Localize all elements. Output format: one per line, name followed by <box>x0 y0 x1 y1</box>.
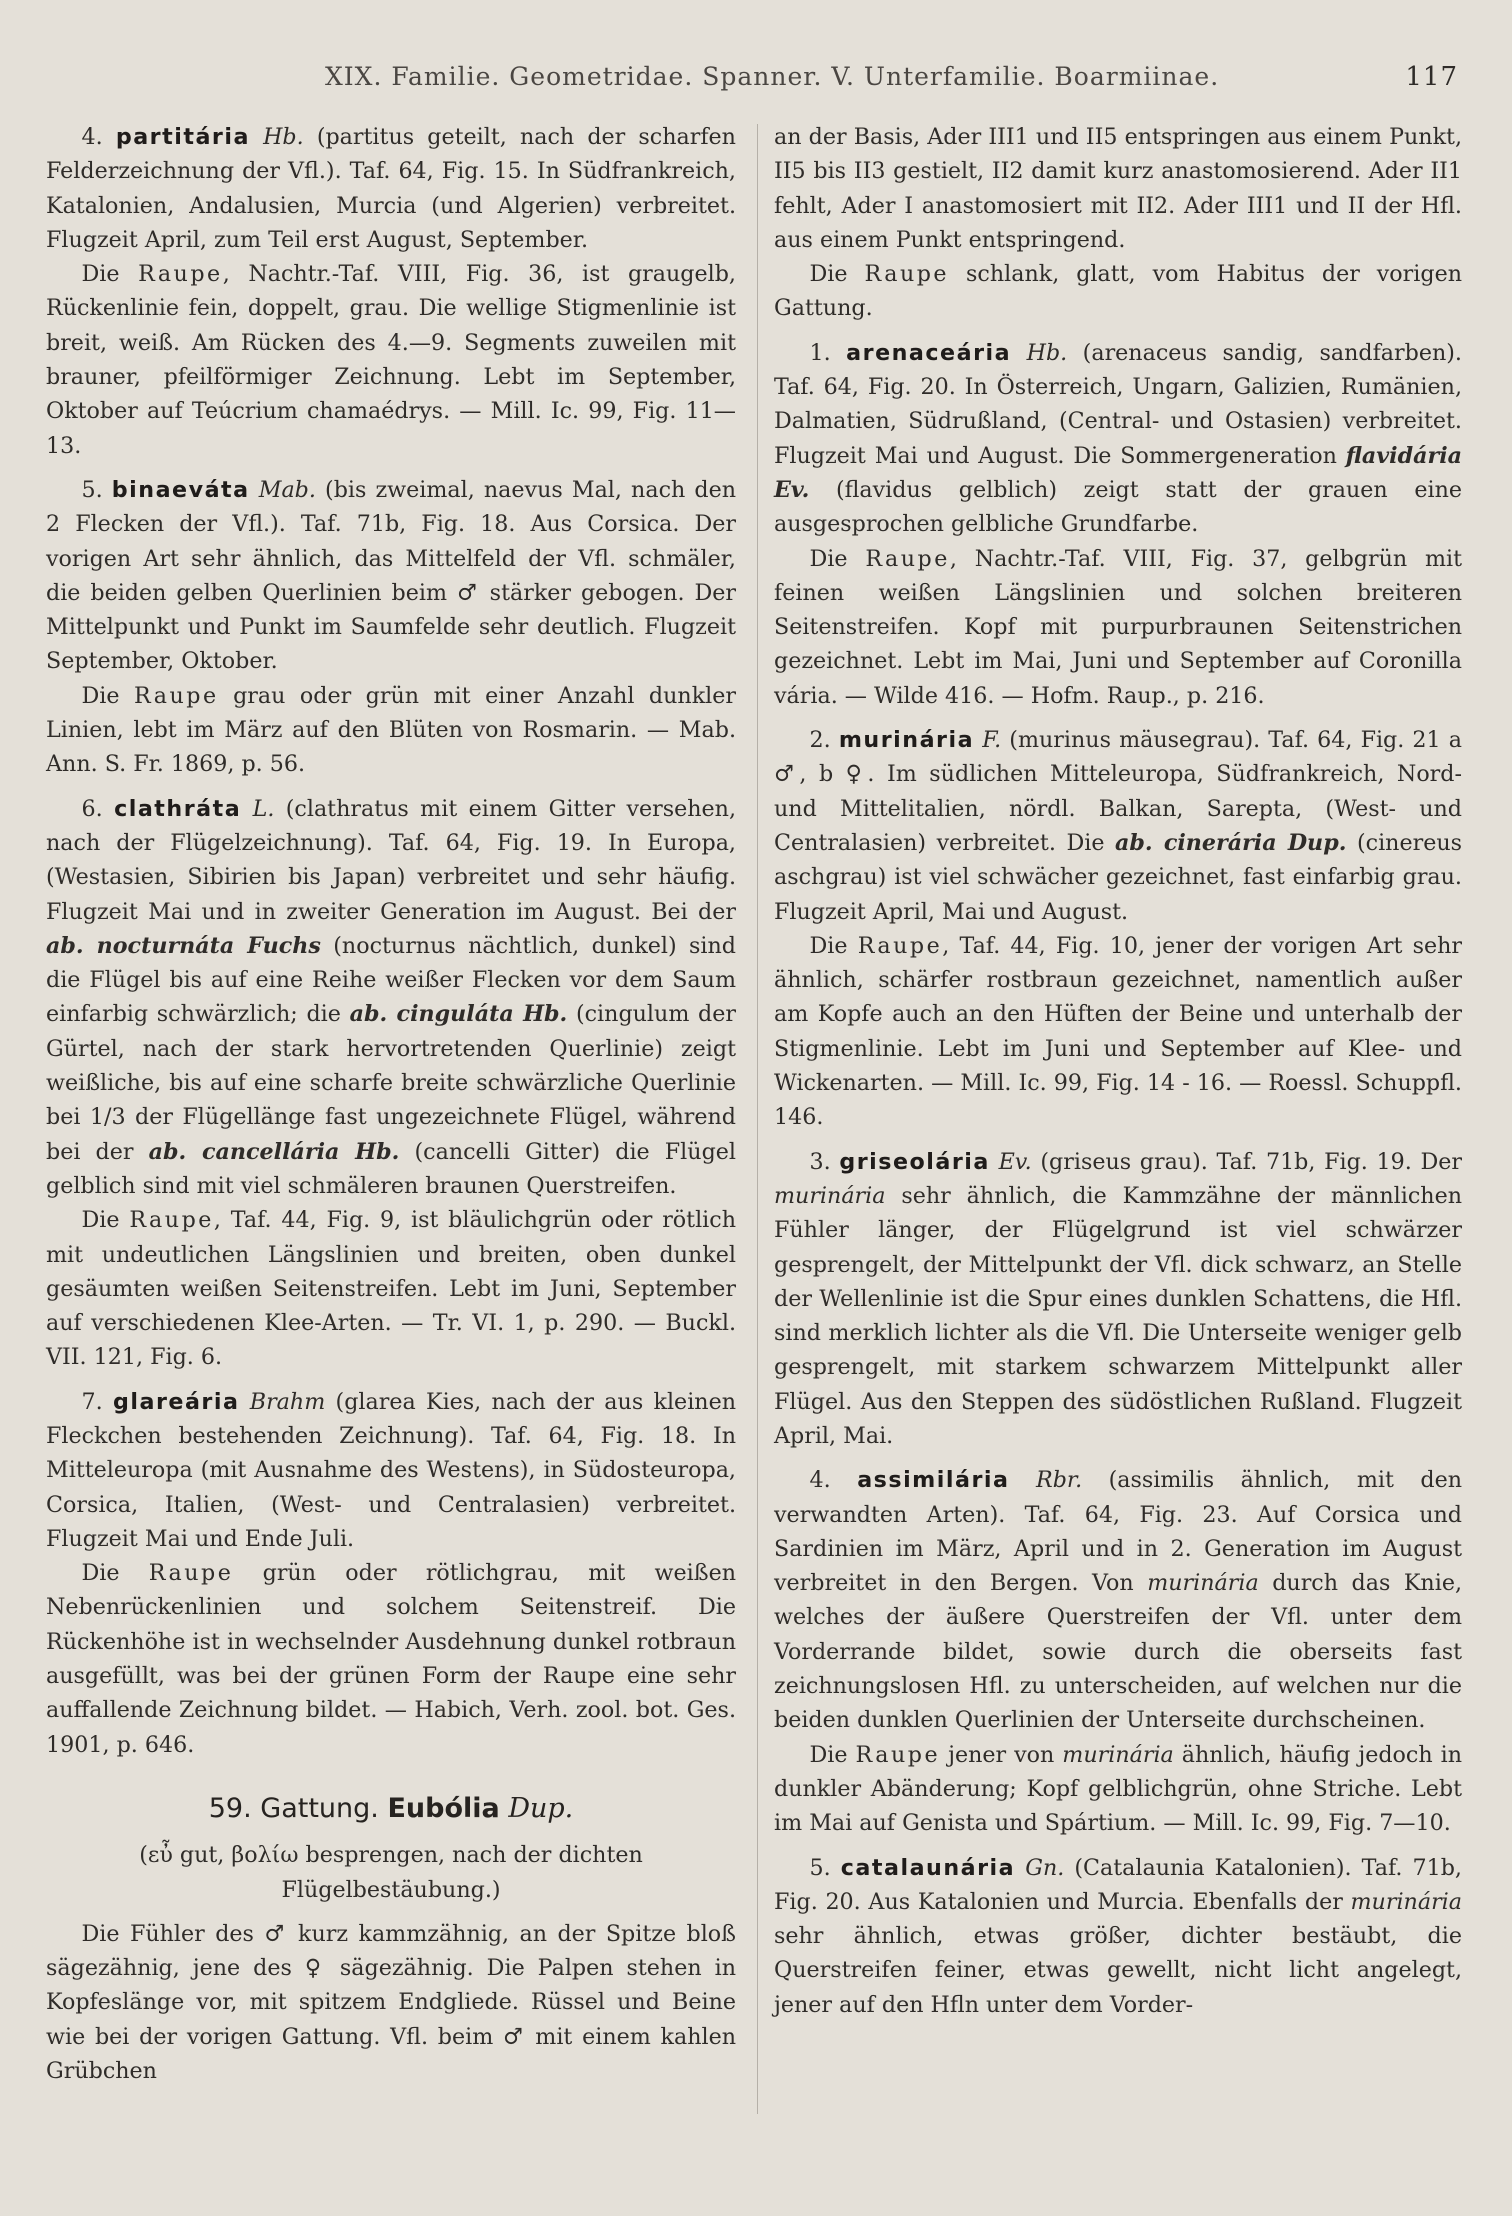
larva-keyword: Raupe <box>129 1207 214 1234</box>
larva-keyword: Raupe <box>865 545 950 572</box>
aberration-name: flavidária Ev. <box>774 442 1462 503</box>
running-header <box>0 62 1512 96</box>
larva-keyword: Raupe <box>864 261 950 288</box>
larva-prefix: Die <box>809 932 858 959</box>
species-description: durch das Knie, welches der äußere Querstreifen der Vfl. unter dem Vorderrande bildet, sowie durch die oberseits fast zeichnungslosen Hfl. zu unterscheiden, auf welchen nur die beiden dunklen Querlinien der Unterseite durchscheinen. <box>774 1570 1462 1734</box>
species-author: Brahm <box>249 1388 326 1415</box>
species-entry-3-griseolaria <box>774 1145 1462 1454</box>
species-number: 4. <box>81 124 103 150</box>
species-description: (cinereus aschgrau) ist viel schwächer gezeichnet, fast einfarbig grau. Flugzeit April, Mai und August. <box>774 829 1462 925</box>
species-description: (partitus geteilt, nach der scharfen Felderzeichnung der Vfl.). Taf. 64, Fig. 15. In Südfrankreich, Katalonien, Andalusien, Murcia (und Algerien) verbreitet. Flugzeit April, zum Teil erst August, September. <box>46 124 736 253</box>
larva-description: , Nachtr.-Taf. VIII, Fig. 37, gelbgrün mit feinen weißen Längslinien und solchen breiteren Seitenstreifen. Kopf mit purpurbraunen Seitenstrichen gezeichnet. Lebt im Mai, Juni und September auf Coronilla vária. — Wilde 416. — Hofm. Raup., p. 216. <box>774 545 1462 709</box>
species-author: Gn. <box>1025 1854 1065 1881</box>
species-reference: murinária <box>774 1182 886 1209</box>
genus-label: 59. Gattung. <box>208 1792 379 1824</box>
species-description: (cancelli Gitter) die Flügel gelblich sind mit viel schmäleren braunen Querstreifen. <box>46 1138 736 1199</box>
genus-heading <box>46 1792 736 1826</box>
species-description: (griseus grau). Taf. 71b, Fig. 19. Der <box>1031 1148 1462 1175</box>
species-entry-4-partitaria <box>46 120 736 257</box>
species-description: (clathratus mit einem Gitter versehen, nach der Flügelzeichnung). Taf. 64, Fig. 19. In Europa, (Westasien, Sibirien bis Japan) verbreitet und sehr häufig. Flugzeit Mai und in zweiter Generation im August. Bei der <box>46 795 736 925</box>
species-name: catalaunária <box>840 1854 1016 1881</box>
larva-description: , Nachtr.-Taf. VIII, Fig. 36, ist graugelb, Rückenlinie fein, doppelt, grau. Die wellige Stigmenlinie ist breit, weiß. Am Rücken des 4.—9. Segments zuweilen mit brauner, pfeilförmiger Zeichnung. Lebt im September, Oktober auf Teúcrium chamaédrys. — Mill. Ic. 99, Fig. 11—13. <box>46 261 736 459</box>
species-author: Ev. <box>998 1148 1032 1175</box>
aberration-name: ab. cinguláta Hb. <box>349 1001 568 1028</box>
species-author: F. <box>982 727 1002 754</box>
species-name: partitária <box>115 124 250 150</box>
species-number: 7. <box>81 1388 103 1415</box>
larva-paragraph <box>774 929 1462 1135</box>
larva-prefix: Die <box>809 1741 856 1768</box>
species-description: (bis zweimal, naevus Mal, nach den 2 Flecken der Vfl.). Taf. 71b, Fig. 18. Aus Corsica. Der vorigen Art sehr ähnlich, das Mittelfeld der Vfl. schmäler, die beiden gelben Querlinien beim ♂ stärker gebogen. Der Mittelpunkt und Punkt im Saumfelde sehr deutlich. Flugzeit September, Oktober. <box>46 476 736 675</box>
species-entry-2-murinaria <box>774 723 1462 929</box>
species-name: assimilária <box>857 1467 1010 1494</box>
species-author: Hb. <box>1026 339 1068 366</box>
larva-description: ähnlich, häufig jedoch in dunkler Abänderung; Kopf gelblichgrün, ohne Striche. Lebt im Mai auf Genista und Spártium. — Mill. Ic. 99, Fig. 7—10. <box>774 1741 1462 1837</box>
species-number: 6. <box>81 795 103 822</box>
larva-paragraph <box>774 542 1462 713</box>
species-author: Hb. <box>263 124 304 150</box>
larva-description: grau oder grün mit einer Anzahl dunkler Linien, lebt im März auf den Blüten von Rosmarin. — Mab. Ann. S. Fr. 1869, p. 56. <box>46 682 736 778</box>
larva-prefix: Die <box>81 1560 149 1587</box>
species-author: Rbr. <box>1036 1467 1083 1494</box>
aberration-name: ab. nocturnáta Fuchs <box>46 932 321 959</box>
header-title: XIX. Familie. Geometridae. Spanner. V. Unterfamilie. Boarmiinae. <box>325 62 1220 91</box>
species-entry-1-arenacearia <box>774 336 1462 542</box>
species-description: (assimilis ähnlich, mit den verwandten Arten). Taf. 64, Fig. 23. Auf Corsica und Sardinien im März, April und in 2. Generation im August verbreitet in den Bergen. Von <box>774 1467 1463 1597</box>
species-reference: murinária <box>1062 1741 1174 1768</box>
larva-description: , Taf. 44, Fig. 9, ist bläulichgrün oder rötlich mit undeutlichen Längslinien und breiten, oben dunkel gesäumten weißen Seitenstreifen. Lebt im Juni, September auf verschiedenen Klee-Arten. — Tr. VI. 1, p. 290. — Buckl. VII. 121, Fig. 6. <box>46 1207 736 1371</box>
larva-keyword: Raupe <box>857 932 943 959</box>
species-number: 4. <box>809 1467 831 1494</box>
larva-prefix: Die <box>81 1207 130 1234</box>
larva-prefix: Die <box>809 545 866 572</box>
spacer <box>46 1907 736 1917</box>
genus-description: Die Fühler des ♂ kurz kammzähnig, an der Spitze bloß sägezähnig, jene des ♀ sägezähnig. Die Palpen stehen in Kopfeslänge vor, mit spitzem Endgliede. Rüssel und Beine wie bei der vorigen Gattung. Vfl. beim ♂ mit einem kahlen Grübchen <box>46 1920 736 2085</box>
larva-keyword: Raupe <box>134 682 219 709</box>
larva-description: schlank, glatt, vom Habitus der vorigen Gattung. <box>774 261 1462 322</box>
larva-paragraph <box>774 1738 1462 1841</box>
species-reference: murinária <box>1350 1888 1462 1915</box>
species-description: (nocturnus nächtlich, dunkel) sind die Flügel bis auf eine Reihe weißer Flecken vor dem Saum einfarbig schwärzlich; die <box>46 932 736 1028</box>
species-number: 1. <box>809 339 831 366</box>
species-name: clathráta <box>114 795 242 822</box>
species-description: (glarea Kies, nach der aus kleinen Fleckchen bestehenden Zeichnung). Taf. 64, Fig. 18. In Mitteleuropa (mit Ausnahme des Westens), in Südosteuropa, Corsica, Italien, (West- und Centralasien) verbreitet. Flugzeit Mai und Ende Juli. <box>46 1388 736 1552</box>
species-entry-5-catalaunaria <box>774 1851 1462 2022</box>
aberration-name: ab. cinerária Dup. <box>1115 829 1347 856</box>
species-author: Mab. <box>258 476 316 503</box>
species-description: sehr ähnlich, die Kammzähne der männlichen Fühler länger, der Flügelgrund ist viel schwärzer gesprengelt, der Mittelpunkt der Vfl. dick schwarz, an Stelle der Wellenlinie ist die Spur eines dunklen Schattens, die Hfl. sind merklich lichter als die Vfl. Die Unterseite weniger gelb gesprengelt, mit starkem schwarzem Mittelpunkt aller Flügel. Aus den Steppen des südöstlichen Rußland. Flugzeit April, Mai. <box>774 1182 1462 1449</box>
species-number: 5. <box>81 476 103 503</box>
species-number: 2. <box>809 727 831 754</box>
species-name: griseolária <box>839 1148 990 1175</box>
larva-paragraph <box>46 679 736 782</box>
larva-description: , Taf. 44, Fig. 10, jener der vorigen Art sehr ähnlich, schärfer rostbraun gezeichnet, namentlich außer am Kopfe auch an den Hüften der Beine und unterhalb der Stigmenlinie. Lebt im Juni und September auf Klee- und Wickenarten. — Mill. Ic. 99, Fig. 14 - 16. — Roessl. Schuppfl. 146. <box>774 932 1462 1131</box>
species-entry-4-assimilaria <box>774 1463 1462 1737</box>
larva-paragraph <box>46 257 736 463</box>
species-name: glareária <box>113 1388 240 1415</box>
species-number: 5. <box>809 1854 831 1881</box>
larva-description: jener von <box>940 1741 1063 1768</box>
species-description: (Catalaunia Katalonien). Taf. 71b, Fig. 20. Aus Katalonien und Murcia. Ebenfalls der <box>774 1854 1462 1915</box>
larva-description: grün oder rötlichgrau, mit weißen Nebenrückenlinien und solchem Seitenstreif. Die Rückenhöhe ist in wechselnder Ausdehnung dunkel rotbraun ausgefüllt, was bei der grünen Form der Raupe eine sehr auffallende Zeichnung bildet. — Habich, Verh. zool. bot. Ges. 1901, p. 646. <box>46 1560 736 1758</box>
right-column <box>774 120 1462 2022</box>
larva-paragraph <box>46 1203 736 1374</box>
larva-keyword: Raupe <box>148 1560 234 1587</box>
species-author: L. <box>252 795 275 822</box>
species-name: binaeváta <box>111 476 250 503</box>
species-description: (flavidus gelblich) zeigt statt der grauen eine ausgesprochen gelbliche Grundfarbe. <box>774 476 1462 538</box>
column-divider <box>757 124 758 2114</box>
genus-author: Dup. <box>508 1792 574 1824</box>
larva-prefix: Die <box>809 261 865 288</box>
genus-description-continued: an der Basis, Ader III1 und II5 entspringen aus einem Punkt, II5 bis II3 gestielt, II2 damit kurz anastomosierend. Ader II1 fehlt, Ader I anastomosiert mit II2. Ader III1 und II der Hfl. aus einem Punkt entspringend. <box>774 124 1462 253</box>
genus-larva-paragraph <box>774 257 1462 326</box>
larva-keyword: Raupe <box>855 1741 941 1768</box>
larva-paragraph <box>46 1556 736 1762</box>
larva-prefix: Die <box>81 682 135 709</box>
left-column <box>46 120 736 2088</box>
species-description: (murinus mäusegrau). Taf. 64, Fig. 21 a ♂, b ♀. Im südlichen Mitteleuropa, Südfrankreich, Nord- und Mittelitalien, nördl. Balkan, Sarepta, (West- und Centralasien) verbreitet. Die <box>774 727 1463 856</box>
species-description: sehr ähnlich, etwas größer, dichter bestäubt, die Querstreifen feiner, etwas gewellt, nicht licht angelegt, jener auf den Hfln unter dem Vorder- <box>774 1923 1462 2018</box>
larva-prefix: Die <box>81 261 139 288</box>
species-description: (arenaceus sandig, sandfarben). Taf. 64, Fig. 20. In Österreich, Ungarn, Galizien, Rumänien, Dalmatien, Südrußland, (Central- und Ostasien) verbreitet. Flugzeit Mai und August. Die Sommergeneration <box>774 339 1462 469</box>
species-entry-7-glarearia <box>46 1385 736 1556</box>
species-number: 3. <box>809 1148 831 1175</box>
species-description: (cingulum der Gürtel, nach der stark hervortretenden Querlinie) zeigt weißliche, bis auf eine scharfe breite schwärzliche Querlinie bei 1/3 der Flügellänge fast ungezeichnete Flügel, während bei der <box>46 1001 736 1165</box>
species-entry-5-binaevata <box>46 473 736 679</box>
aberration-name: ab. cancellária Hb. <box>148 1138 400 1165</box>
species-reference: murinária <box>1147 1570 1259 1597</box>
genus-name: Eubólia <box>387 1792 500 1824</box>
species-entry-6-clathrata <box>46 792 736 1204</box>
larva-keyword: Raupe <box>138 261 223 288</box>
species-name: murinária <box>838 727 975 754</box>
species-name: arenaceária <box>846 339 1012 366</box>
genus-etymology: (εὖ gut, βολίω besprengen, nach der dichten Flügelbestäubung.) <box>139 1842 643 1903</box>
page-number: 117 <box>1405 62 1458 92</box>
